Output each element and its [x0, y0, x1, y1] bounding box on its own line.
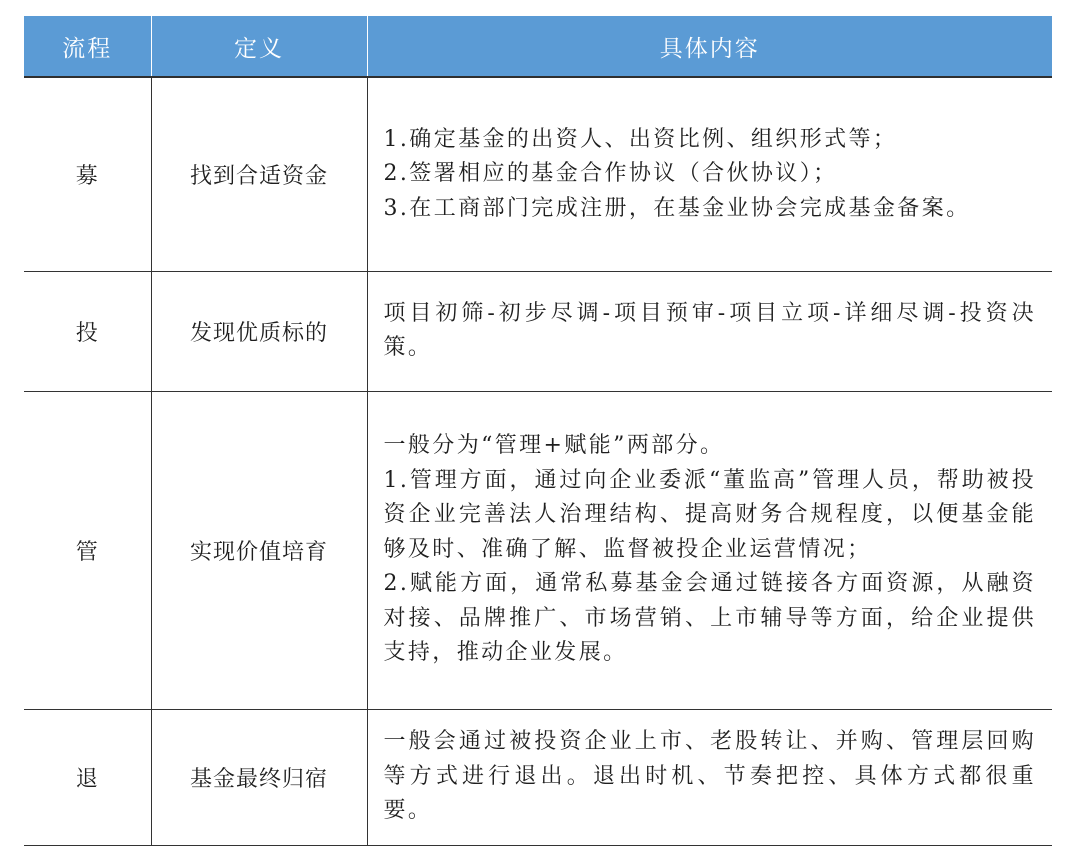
content-cell [367, 391, 1052, 709]
table-row-raise [24, 77, 1052, 271]
header-stage: 流程 [24, 16, 151, 77]
table-header [24, 16, 1052, 77]
definition-cell: 找到合适资金 [151, 77, 367, 271]
content-line: 2.赋能方面，通常私募基金会通过链接各方面资源，从融资对接、品牌推广、市场营销、上市辅导等方面，给企业提供支持，推动企业发展。 [383, 571, 1036, 666]
content-line: 项目初筛-初步尽调-项目预审-项目立项-详细尽调-投资决策。 [383, 300, 1036, 360]
content-line: 1.确定基金的出资人、出资比例、组织形式等； [383, 126, 898, 152]
fund-process-table [24, 16, 1052, 846]
definition-cell: 基金最终归宿 [151, 709, 367, 845]
header-content: 具体内容 [367, 16, 1052, 77]
content-line: 一般分为“管理+赋能”两部分。 [383, 433, 725, 459]
content-cell [367, 77, 1052, 271]
stage-cell: 投 [24, 271, 151, 391]
stage-cell: 退 [24, 709, 151, 845]
content-line: 2.签署相应的基金合作协议（合伙协议）； [383, 161, 838, 186]
table-body [24, 77, 1052, 845]
definition-cell: 实现价值培育 [151, 391, 367, 709]
content-cell [367, 709, 1052, 845]
content-line: 一般会通过被投资企业上市、老股转让、并购、管理层回购等方式进行退出。退出时机、节奏把控、具体方式都很重要。 [383, 729, 1036, 824]
stage-cell: 管 [24, 391, 151, 709]
table-row-invest [24, 271, 1052, 391]
content-line: 1.管理方面，通过向企业委派“董监高”管理人员，帮助被投资企业完善法人治理结构、提高财务合规程度，以便基金能够及时、准确了解、监督被投企业运营情况； [383, 467, 1036, 562]
definition-cell: 发现优质标的 [151, 271, 367, 391]
header-definition: 定义 [151, 16, 367, 77]
stage-cell: 募 [24, 77, 151, 271]
header-row [24, 16, 1052, 77]
table-row-exit [24, 709, 1052, 845]
fund-process-table-wrapper [24, 16, 1052, 846]
content-line: 3.在工商部门完成注册，在基金业协会完成基金备案。 [383, 195, 971, 221]
table-row-manage [24, 391, 1052, 709]
content-cell [367, 271, 1052, 391]
